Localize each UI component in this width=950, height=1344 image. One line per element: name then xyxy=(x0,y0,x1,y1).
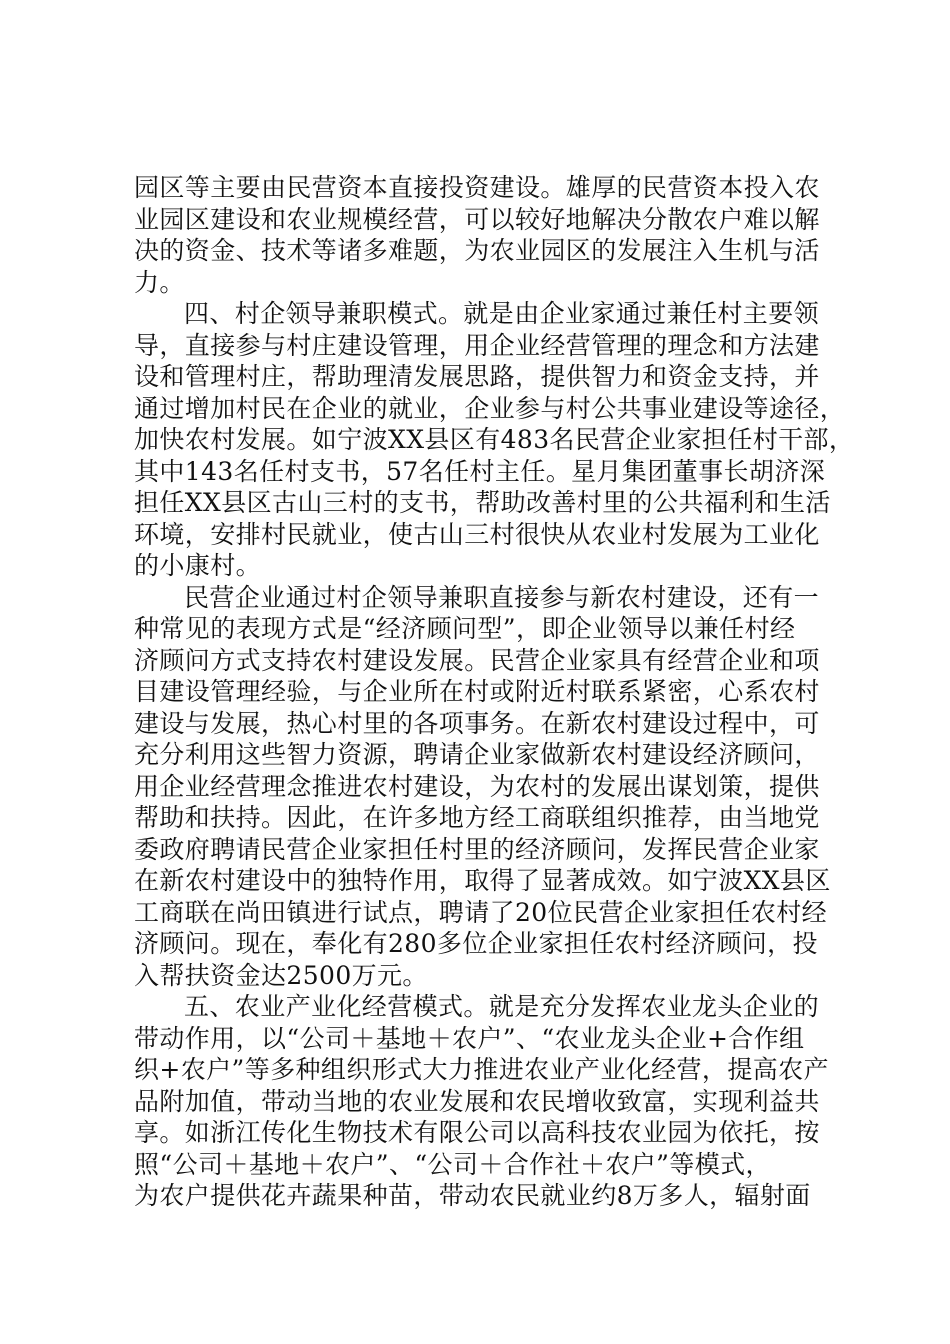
text-line: 力。 xyxy=(134,267,185,297)
text-line: 加快农村发展。如宁波XX县区有483名民营企业家担任村干部， xyxy=(134,425,855,454)
text-line: 业园区建设和农业规模经营，可以较好地解决分散农户难以解 xyxy=(134,204,820,234)
text-line: 带动作用，以“公司＋基地＋农户”、“农业龙头企业+合作组 xyxy=(134,1023,805,1053)
text-line: 照“公司＋基地＋农户”、“公司＋合作社＋农户”等模式， xyxy=(134,1149,771,1179)
text-line: 担任XX县区古山三村的支书，帮助改善村里的公共福利和生活 xyxy=(134,488,831,517)
body-text xyxy=(134,172,855,1212)
text-line: 决的资金、技术等诸多难题，为农业园区的发展注入生机与活 xyxy=(134,236,820,265)
paragraph-start-line: 四、村企领导兼职模式。就是由企业家通过兼任村主要领 xyxy=(184,299,820,328)
text-line: 品附加值，带动当地的农业发展和农民增收致富，实现利益共 xyxy=(134,1086,820,1116)
text-line: 的小康村。 xyxy=(134,551,262,580)
text-line: 工商联在尚田镇进行试点，聘请了20位民营企业家担任农村经 xyxy=(134,897,828,927)
text-line: 建设与发展，热心村里的各项事务。在新农村建设过程中，可 xyxy=(134,708,820,738)
paragraph-start-line: 五、农业产业化经营模式。就是充分发挥农业龙头企业的 xyxy=(184,992,820,1021)
text-line: 济顾问。现在，奉化有280多位企业家担任农村经济顾问，投 xyxy=(134,929,818,958)
text-line: 导，直接参与村庄建设管理，用企业经营管理的理念和方法建 xyxy=(134,330,820,360)
text-line: 入帮扶资金达2500万元。 xyxy=(134,960,428,990)
text-line: 种常见的表现方式是“经济顾问型”，即企业领导以兼任村经 xyxy=(134,614,796,643)
text-line: 济顾问方式支持农村建设发展。民营企业家具有经营企业和项 xyxy=(134,645,820,675)
text-line: 为农户提供花卉蔬果种苗，带动农民就业约8万多人，辐射面 xyxy=(134,1181,811,1210)
paragraph-start-line: 民营企业通过村企领导兼职直接参与新农村建设，还有一 xyxy=(184,582,820,612)
text-line: 其中143名任村支书，57名任村主任。星月集团董事长胡济深 xyxy=(134,456,826,486)
text-line: 织+农户”等多种组织形式大力推进农业产业化经营，提高农产 xyxy=(134,1055,829,1084)
text-line: 享。如浙江传化生物技术有限公司以高科技农业园为依托，按 xyxy=(134,1118,820,1147)
text-line: 目建设管理经验，与企业所在村或附近村联系紧密，心系农村 xyxy=(134,677,820,706)
text-line: 环境，安排村民就业，使古山三村很快从农业村发展为工业化 xyxy=(134,519,820,549)
text-line: 充分利用这些智力资源，聘请企业家做新农村建设经济顾问， xyxy=(134,740,820,769)
text-line: 设和管理村庄，帮助理清发展思路，提供智力和资金支持，并 xyxy=(134,362,820,391)
text-line: 用企业经营理念推进农村建设，为农村的发展出谋划策，提供 xyxy=(134,771,820,801)
text-line: 帮助和扶持。因此，在许多地方经工商联组织推荐，由当地党 xyxy=(134,803,820,832)
text-line: 通过增加村民在企业的就业，企业参与村公共事业建设等途径， xyxy=(134,393,846,423)
text-line: 委政府聘请民营企业家担任村里的经济顾问，发挥民营企业家 xyxy=(134,834,820,864)
text-line: 在新农村建设中的独特作用，取得了显著成效。如宁波XX县区 xyxy=(134,866,831,895)
text-line: 园区等主要由民营资本直接投资建设。雄厚的民营资本投入农 xyxy=(134,173,820,202)
